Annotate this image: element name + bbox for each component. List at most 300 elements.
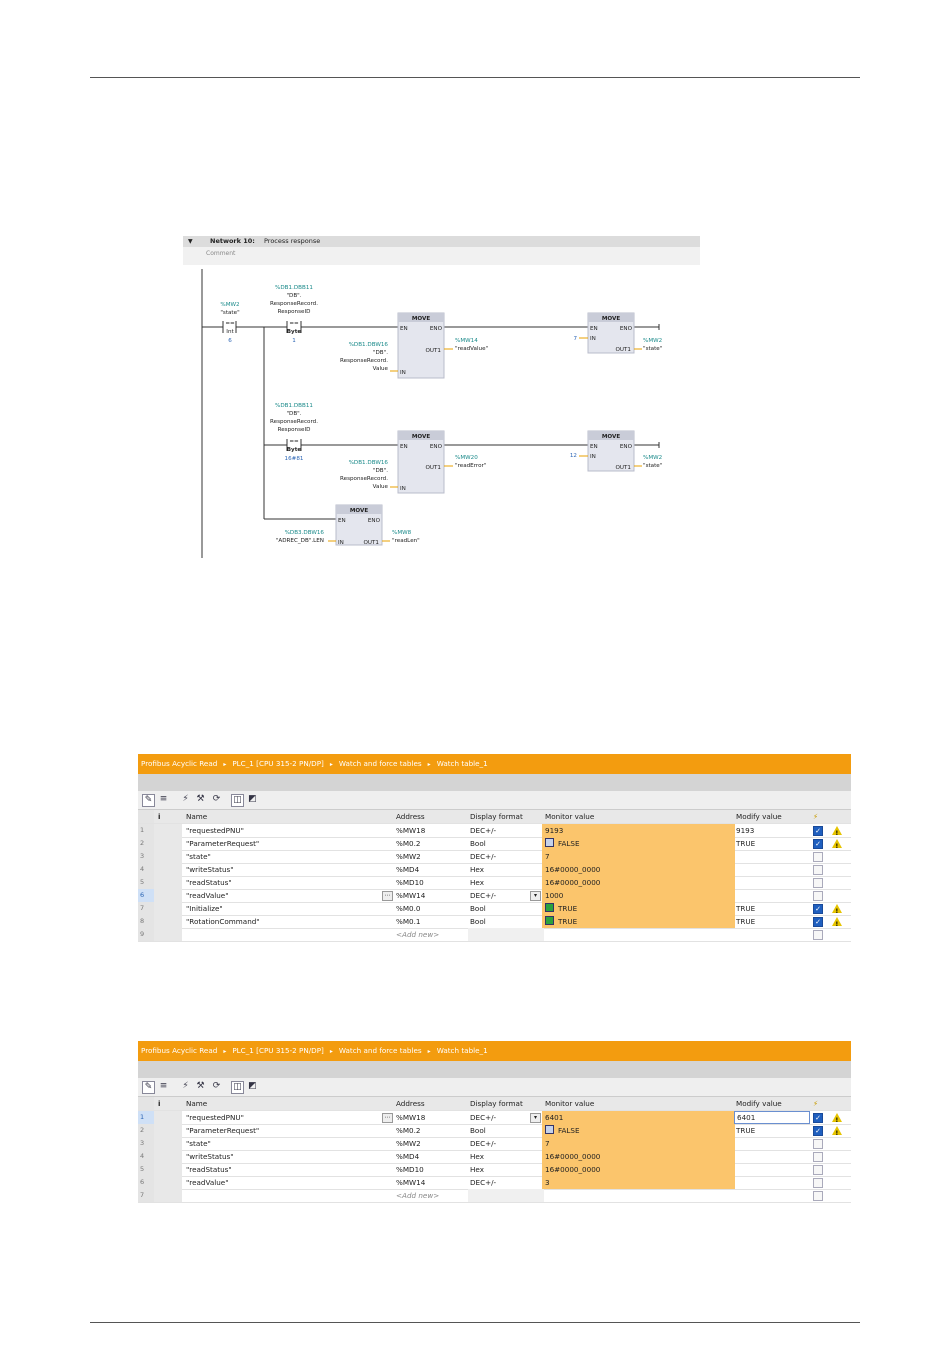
network-title: Network 10: (210, 237, 255, 245)
row-info-cell (154, 863, 182, 876)
contact3-op: == (289, 439, 299, 445)
table-row[interactable] (138, 1124, 851, 1138)
breadcrumb-project[interactable]: Profibus Acyclic Read (141, 1046, 218, 1055)
display-format-cell[interactable]: Hex (470, 1165, 484, 1174)
display-format-header[interactable]: Display format (470, 1099, 523, 1108)
breadcrumb (138, 1041, 851, 1061)
row-number[interactable]: 3 (138, 1137, 154, 1150)
warning-icon (832, 1124, 844, 1137)
table-row[interactable] (138, 1150, 851, 1164)
move4-out: OUT1 (615, 465, 631, 471)
warning-icon (832, 915, 844, 928)
tag-name-cell[interactable]: "readValue" (186, 1178, 229, 1187)
move3-in-tag3: Value (372, 484, 388, 490)
display-format-cell[interactable]: Bool (470, 1126, 486, 1135)
monitor-value-cell (542, 837, 735, 850)
move2-eno: ENO (619, 326, 632, 332)
checkbox-icon[interactable]: ✓ (813, 826, 823, 836)
monitor-now-icon[interactable]: ◩ (248, 1081, 257, 1091)
row-info-cell (154, 889, 182, 902)
modify-value-cell[interactable] (734, 863, 808, 876)
contact2-tag3: ResponseID (277, 309, 311, 315)
address-cell[interactable]: %MD10 (396, 878, 424, 887)
monitor-value-cell (542, 1124, 735, 1137)
edit-table-icon[interactable]: ✎ (142, 1081, 155, 1094)
row-number[interactable]: 4 (138, 863, 154, 876)
row-info-cell (154, 1111, 182, 1124)
table-row[interactable] (138, 928, 851, 942)
network-description: Process response (264, 237, 321, 245)
monitor-value-header[interactable]: Monitor value (545, 1099, 595, 1108)
display-format-header[interactable]: Display format (470, 812, 523, 821)
modify-checkbox[interactable] (813, 1137, 825, 1150)
move1-eno: ENO (429, 326, 442, 332)
name-header[interactable]: Name (186, 812, 208, 821)
move1-out-addr: %MW14 (455, 338, 478, 344)
watch-table-2 (138, 1041, 851, 1203)
address-cell[interactable]: %MW18 (396, 826, 426, 835)
row-number[interactable]: 7 (138, 902, 154, 915)
display-format-cell[interactable]: DEC+/- (470, 1139, 497, 1148)
breadcrumb-plc[interactable]: PLC_1 [CPU 315-2 PN/DP] (232, 759, 324, 768)
address-cell[interactable]: %MW14 (396, 891, 426, 900)
ladder-network (183, 236, 700, 561)
contact1-addr: %MW2 (220, 302, 240, 308)
modify-checkbox[interactable] (813, 889, 825, 902)
move2-in: IN (590, 336, 596, 342)
row-number[interactable]: 5 (138, 1163, 154, 1176)
address-cell[interactable]: %M0.2 (396, 1126, 421, 1135)
checkbox-icon[interactable]: ✓ (813, 1126, 823, 1136)
watch-table-1 (138, 754, 851, 942)
contact2-tag1: "DB". (286, 293, 302, 299)
modify-value-header[interactable]: Modify value (736, 1099, 782, 1108)
contact3-val: 16#81 (284, 456, 304, 462)
move2-out-addr: %MW2 (643, 338, 663, 344)
modify-checkbox[interactable] (813, 837, 825, 850)
tag-name-cell[interactable]: "RotationCommand" (186, 917, 260, 926)
address-cell[interactable]: %M0.0 (396, 904, 421, 913)
breadcrumb-separator-icon: ▸ (329, 1048, 333, 1055)
modify-value-cell[interactable]: TRUE (736, 1126, 756, 1135)
table-row[interactable] (138, 863, 851, 877)
display-format-cell[interactable]: Hex (470, 1152, 484, 1161)
contact2-addr: %DB1.DBB11 (275, 285, 313, 291)
monitor-value-cell (542, 902, 735, 915)
row-info-cell (154, 850, 182, 863)
table-row[interactable] (138, 1163, 851, 1177)
name-header[interactable]: Name (186, 1099, 208, 1108)
row-number[interactable]: 1 (138, 1111, 154, 1124)
move1-out-tag: "readValue" (455, 346, 489, 352)
move5-title: MOVE (349, 508, 369, 514)
display-format-cell[interactable]: Bool (470, 917, 486, 926)
modify-checkbox[interactable] (813, 850, 825, 863)
breadcrumb-separator-icon: ▸ (427, 761, 431, 768)
monitor-all-icon[interactable]: ◫ (231, 794, 244, 807)
monitor-value-cell: 16#0000_0000 (542, 876, 735, 889)
move5-out-addr: %MW8 (392, 530, 412, 536)
table-row[interactable] (138, 837, 851, 851)
table-row[interactable] (138, 889, 851, 903)
bool-state-icon (545, 903, 554, 912)
compare-contact-responseid-81[interactable] (270, 403, 318, 462)
contact1-tag: "state" (220, 310, 240, 316)
checkbox-icon[interactable] (813, 891, 823, 901)
modify-checkbox[interactable] (813, 863, 825, 876)
breadcrumb-separator-icon: ▸ (329, 761, 333, 768)
breadcrumb-separator-icon: ▸ (427, 1048, 431, 1055)
watch-grid (138, 1097, 851, 1203)
move-block-readerror[interactable] (340, 431, 487, 493)
address-cell[interactable]: %MW2 (396, 852, 421, 861)
move-block-readvalue[interactable] (340, 313, 489, 378)
modify-value-cell[interactable] (734, 1163, 808, 1176)
table-row[interactable] (138, 1189, 851, 1203)
breadcrumb-project[interactable]: Profibus Acyclic Read (141, 759, 218, 768)
row-info-cell (154, 824, 182, 837)
monitor-value-header[interactable]: Monitor value (545, 812, 595, 821)
row-number[interactable]: 8 (138, 915, 154, 928)
modify-value-cell[interactable] (734, 928, 808, 941)
move4-in: IN (590, 454, 596, 460)
tag-name-cell[interactable]: "readStatus" (186, 1165, 232, 1174)
address-cell[interactable]: %MW2 (396, 1139, 421, 1148)
modify-now-icon[interactable]: ⚡ (182, 794, 189, 804)
checkbox-icon[interactable] (813, 865, 823, 875)
move1-in-tag2: ResponseRecord. (340, 358, 388, 364)
table-row[interactable] (138, 915, 851, 929)
checkbox-icon[interactable]: ✓ (813, 839, 823, 849)
modify-value-cell[interactable]: 6401 (734, 1111, 810, 1124)
modify-checkbox[interactable] (813, 1189, 825, 1202)
tag-name-cell[interactable]: "requestedPNU" (186, 826, 244, 835)
move5-eno: ENO (367, 518, 380, 524)
table-row[interactable] (138, 850, 851, 864)
address-cell[interactable]: %MD4 (396, 865, 420, 874)
display-format-cell[interactable] (468, 1189, 544, 1202)
contact3-tag1: "DB". (286, 411, 302, 417)
row-number[interactable]: 2 (138, 837, 154, 850)
checkbox-icon[interactable] (813, 930, 823, 940)
bool-state-icon (545, 916, 554, 925)
modify-checkbox[interactable] (813, 876, 825, 889)
table-row[interactable] (138, 902, 851, 916)
move1-out: OUT1 (425, 348, 441, 354)
move2-title: MOVE (601, 316, 621, 322)
watch-toolbar (138, 1078, 851, 1097)
checkbox-icon[interactable] (813, 1139, 823, 1149)
row-number[interactable]: 3 (138, 850, 154, 863)
monitor-value: TRUE (558, 917, 578, 926)
insert-row-icon[interactable]: ≡ (159, 794, 168, 804)
contact2-tag2: ResponseRecord. (270, 301, 318, 307)
compare-contact-responseid-1[interactable] (270, 285, 318, 344)
move4-in-val: 12 (569, 453, 577, 459)
tag-name-cell[interactable]: "Initialize" (186, 904, 223, 913)
table-row[interactable] (138, 1176, 851, 1190)
move5-in-tag: "ADREC_DB".LEN (275, 538, 324, 544)
modify-checkbox[interactable] (813, 928, 825, 941)
tag-name-cell[interactable]: "ParameterRequest" (186, 1126, 260, 1135)
contact2-type: Byte (286, 329, 302, 335)
move1-in-tag3: Value (372, 366, 388, 372)
modify-checkbox[interactable] (813, 1163, 825, 1176)
tag-name-cell[interactable] (184, 928, 394, 941)
move5-en: EN (338, 518, 346, 524)
contact1-type: Int (226, 329, 234, 335)
breadcrumb-table[interactable]: Watch table_1 (436, 759, 488, 768)
monitor-value-cell: 7 (542, 850, 735, 863)
editor-spacer (138, 1061, 851, 1078)
header-rule (90, 77, 860, 78)
row-info-cell (154, 928, 182, 941)
network-comment-label: Comment (206, 250, 236, 257)
monitor-value-cell: 6401 (542, 1111, 735, 1124)
contact3-addr: %DB1.DBB11 (275, 403, 313, 409)
monitor-value-cell (542, 928, 735, 941)
contact2-val: 1 (292, 338, 296, 344)
tag-name-cell[interactable]: "requestedPNU" (186, 1113, 244, 1122)
display-format-cell[interactable]: DEC+/- (470, 852, 497, 861)
tag-name-cell[interactable]: "writeStatus" (186, 1152, 234, 1161)
row-info-cell (154, 837, 182, 850)
modify-lightning-icon: ⚡ (813, 812, 819, 821)
modify-value-cell[interactable]: 9193 (736, 826, 755, 835)
collapse-arrow-icon[interactable]: ▼ (188, 238, 193, 245)
move3-in-addr: %DB1.DBW16 (348, 460, 388, 466)
bool-state-icon (545, 1125, 554, 1134)
breadcrumb-plc[interactable]: PLC_1 [CPU 315-2 PN/DP] (232, 1046, 324, 1055)
move-block-state-12[interactable] (570, 431, 663, 471)
tag-browse-icon[interactable]: ⋯ (382, 1113, 393, 1123)
address-cell[interactable]: %M0.1 (396, 917, 421, 926)
modify-value-cell[interactable] (734, 876, 808, 889)
modify-checkbox[interactable] (813, 1124, 825, 1137)
contact1-op: == (225, 321, 235, 327)
table-row[interactable] (138, 1137, 851, 1151)
warning-icon (832, 1111, 844, 1124)
checkbox-icon[interactable] (813, 1165, 823, 1175)
row-number[interactable]: 2 (138, 1124, 154, 1137)
checkbox-icon[interactable]: ✓ (813, 1113, 823, 1123)
footer-rule (90, 1322, 860, 1323)
monitor-value-cell: 16#0000_0000 (542, 863, 735, 876)
row-number-header (138, 810, 154, 823)
move-block-readlen[interactable] (276, 505, 420, 546)
modify-value-cell[interactable] (734, 850, 808, 863)
move1-in-addr: %DB1.DBW16 (348, 342, 388, 348)
modify-all-icon[interactable]: ⟳ (212, 794, 221, 804)
format-dropdown-icon[interactable]: ▾ (530, 891, 541, 901)
row-info-cell (154, 1150, 182, 1163)
modify-value-cell[interactable] (734, 1150, 808, 1163)
address-cell[interactable]: <Add new> (396, 930, 440, 939)
row-number[interactable]: 6 (138, 889, 154, 902)
row-number-header (138, 1097, 154, 1110)
row-info-cell (154, 902, 182, 915)
contact3-tag2: ResponseRecord. (270, 419, 318, 425)
address-header[interactable]: Address (396, 1099, 425, 1108)
edit-table-icon[interactable]: ✎ (142, 794, 155, 807)
address-cell[interactable]: %M0.2 (396, 839, 421, 848)
breadcrumb-separator-icon: ▸ (223, 761, 227, 768)
display-format-cell[interactable]: DEC+/- (470, 1113, 497, 1122)
breadcrumb-folder[interactable]: Watch and force tables (338, 1046, 422, 1055)
row-info-cell (154, 1124, 182, 1137)
move4-eno: ENO (619, 444, 632, 450)
modify-trigger-icon[interactable]: ⚒ (196, 794, 205, 804)
modify-value-cell[interactable] (734, 889, 808, 902)
move1-in: IN (400, 370, 406, 376)
modify-checkbox[interactable] (813, 824, 825, 837)
display-format-cell[interactable]: DEC+/- (470, 891, 497, 900)
table-row[interactable] (138, 1111, 851, 1125)
display-format-cell[interactable]: Bool (470, 904, 486, 913)
checkbox-icon[interactable] (813, 1191, 823, 1201)
address-cell[interactable]: %MD10 (396, 1165, 424, 1174)
checkbox-icon[interactable] (813, 878, 823, 888)
monitor-value-cell: 7 (542, 1137, 735, 1150)
move2-out-tag: "state" (643, 346, 663, 352)
row-number[interactable]: 5 (138, 876, 154, 889)
modify-all-icon[interactable]: ⟳ (212, 1081, 221, 1091)
format-dropdown-icon[interactable]: ▾ (530, 1113, 541, 1123)
insert-row-icon[interactable]: ≡ (159, 1081, 168, 1091)
row-number[interactable]: 4 (138, 1150, 154, 1163)
checkbox-icon[interactable] (813, 1178, 823, 1188)
monitor-value: TRUE (558, 904, 578, 913)
move4-title: MOVE (601, 434, 621, 440)
breadcrumb-table[interactable]: Watch table_1 (436, 1046, 488, 1055)
breadcrumb-folder[interactable]: Watch and force tables (338, 759, 422, 768)
modify-checkbox[interactable] (813, 1111, 825, 1124)
display-format-cell[interactable]: DEC+/- (470, 1178, 497, 1187)
address-cell[interactable]: %MW18 (396, 1113, 426, 1122)
warning-icon (832, 824, 844, 837)
monitor-now-icon[interactable]: ◩ (248, 794, 257, 804)
row-info-cell (154, 1189, 182, 1202)
move2-in-val: 7 (573, 336, 577, 342)
tag-name-cell[interactable]: "ParameterRequest" (186, 839, 260, 848)
modify-checkbox[interactable] (813, 1150, 825, 1163)
move4-en: EN (590, 444, 598, 450)
tag-browse-icon[interactable]: ⋯ (382, 891, 393, 901)
contact1-val: 6 (228, 338, 232, 344)
monitor-value-cell: 16#0000_0000 (542, 1163, 735, 1176)
modify-value-header[interactable]: Modify value (736, 812, 782, 821)
tag-name-cell[interactable] (184, 1189, 394, 1202)
bool-state-icon (545, 838, 554, 847)
monitor-value-cell: 16#0000_0000 (542, 1150, 735, 1163)
move3-out-tag: "readError" (455, 463, 487, 469)
tag-name-cell[interactable]: "writeStatus" (186, 865, 234, 874)
modify-checkbox[interactable] (813, 1176, 825, 1189)
modify-lightning-icon: ⚡ (813, 1099, 819, 1108)
row-number[interactable]: 6 (138, 1176, 154, 1189)
display-format-cell[interactable]: Bool (470, 839, 486, 848)
modify-value-cell[interactable] (734, 1176, 808, 1189)
move2-out: OUT1 (615, 347, 631, 353)
checkbox-icon[interactable]: ✓ (813, 917, 823, 927)
move1-en: EN (400, 326, 408, 332)
move3-out: OUT1 (425, 465, 441, 471)
move3-in-tag2: ResponseRecord. (340, 476, 388, 482)
display-format-cell[interactable]: DEC+/- (470, 826, 497, 835)
tag-name-cell[interactable]: "readStatus" (186, 878, 232, 887)
monitor-all-icon[interactable]: ◫ (231, 1081, 244, 1094)
display-format-cell[interactable]: Hex (470, 865, 484, 874)
monitor-value: FALSE (558, 1126, 580, 1135)
warning-icon (832, 902, 844, 915)
modify-value-cell[interactable]: TRUE (736, 904, 756, 913)
table-row[interactable] (138, 876, 851, 890)
checkbox-icon[interactable] (813, 852, 823, 862)
address-header[interactable]: Address (396, 812, 425, 821)
modify-value-cell[interactable] (734, 1189, 808, 1202)
modify-checkbox[interactable] (813, 915, 825, 928)
row-number[interactable]: 7 (138, 1189, 154, 1202)
monitor-value-cell (542, 915, 735, 928)
move4-out-addr: %MW2 (643, 455, 663, 461)
row-info-cell (154, 1137, 182, 1150)
display-format-cell[interactable]: Hex (470, 878, 484, 887)
row-number[interactable]: 9 (138, 928, 154, 941)
move1-in-tag1: "DB". (372, 350, 388, 356)
checkbox-icon[interactable]: ✓ (813, 904, 823, 914)
move-block-state-7[interactable] (573, 313, 662, 353)
move5-out-tag: "readLen" (392, 538, 420, 544)
move3-en: EN (400, 444, 408, 450)
address-cell[interactable]: <Add new> (396, 1191, 440, 1200)
monitor-value-cell: 1000 (542, 889, 735, 902)
contact3-type: Byte (286, 447, 302, 453)
modify-trigger-icon[interactable]: ⚒ (196, 1081, 205, 1091)
watch-toolbar (138, 791, 851, 810)
modify-now-icon[interactable]: ⚡ (182, 1081, 189, 1091)
address-cell[interactable]: %MD4 (396, 1152, 420, 1161)
row-info-cell (154, 1176, 182, 1189)
editor-spacer (138, 774, 851, 791)
monitor-value: FALSE (558, 839, 580, 848)
modify-value-cell[interactable]: TRUE (736, 917, 756, 926)
move1-title: MOVE (411, 316, 431, 322)
info-header: i (154, 810, 182, 823)
contact3-tag3: ResponseID (277, 427, 311, 433)
ladder-diagram (183, 236, 700, 561)
info-header: i (154, 1097, 182, 1110)
move3-title: MOVE (411, 434, 431, 440)
row-info-cell (154, 876, 182, 889)
tag-name-cell[interactable]: "readValue" (186, 891, 229, 900)
checkbox-icon[interactable] (813, 1152, 823, 1162)
watch-grid (138, 810, 851, 942)
tag-name-cell[interactable]: "state" (186, 1139, 211, 1148)
table-row[interactable] (138, 824, 851, 838)
table-header (138, 810, 851, 824)
modify-checkbox[interactable] (813, 902, 825, 915)
modify-value-cell[interactable]: TRUE (736, 839, 756, 848)
display-format-cell[interactable] (468, 928, 544, 941)
move5-in: IN (338, 540, 344, 546)
move3-out-addr: %MW20 (455, 455, 478, 461)
tag-name-cell[interactable]: "state" (186, 852, 211, 861)
row-number[interactable]: 1 (138, 824, 154, 837)
move3-in: IN (400, 486, 406, 492)
modify-value-cell[interactable] (734, 1137, 808, 1150)
address-cell[interactable]: %MW14 (396, 1178, 426, 1187)
row-info-cell (154, 1163, 182, 1176)
